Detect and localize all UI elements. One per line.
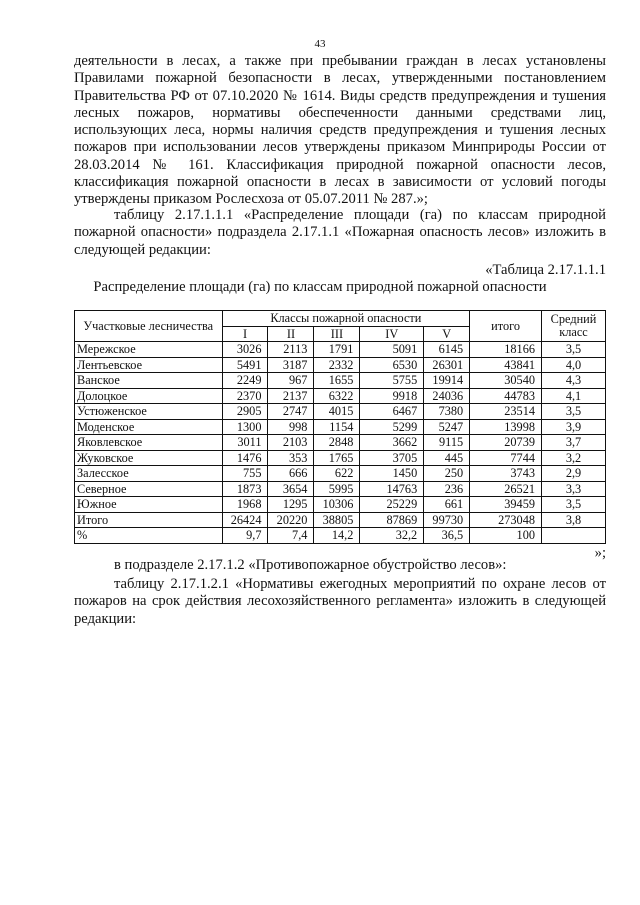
header-class-3: III bbox=[314, 326, 360, 342]
class-1-cell: 2370 bbox=[222, 388, 268, 404]
header-total: итого bbox=[470, 311, 542, 342]
average-class-cell: 4,3 bbox=[542, 373, 606, 389]
class-4-cell: 5091 bbox=[360, 342, 424, 358]
class-3-cell: 622 bbox=[314, 466, 360, 482]
class-3-cell: 38805 bbox=[314, 512, 360, 528]
average-class-cell: 3,9 bbox=[542, 419, 606, 435]
average-class-cell: 3,7 bbox=[542, 435, 606, 451]
class-4-cell: 6530 bbox=[360, 357, 424, 373]
class-5-cell: 5247 bbox=[424, 419, 470, 435]
class-5-cell: 236 bbox=[424, 481, 470, 497]
header-class-5: V bbox=[424, 326, 470, 342]
total-cell: 273048 bbox=[470, 512, 542, 528]
header-average-class: Средний класс bbox=[542, 311, 606, 342]
class-2-cell: 20220 bbox=[268, 512, 314, 528]
class-1-cell: 2905 bbox=[222, 404, 268, 420]
class-1-cell: 1300 bbox=[222, 419, 268, 435]
class-2-cell: 967 bbox=[268, 373, 314, 389]
class-1-cell: 2249 bbox=[222, 373, 268, 389]
table-row bbox=[75, 481, 606, 497]
class-5-cell: 250 bbox=[424, 466, 470, 482]
class-4-cell: 25229 bbox=[360, 497, 424, 513]
class-5-cell: 661 bbox=[424, 497, 470, 513]
class-4-cell: 6467 bbox=[360, 404, 424, 420]
forestry-name-cell: Лентьевское bbox=[75, 357, 223, 373]
class-3-cell: 1154 bbox=[314, 419, 360, 435]
forestry-name-cell: Северное bbox=[75, 481, 223, 497]
table-row bbox=[75, 466, 606, 482]
total-cell: 39459 bbox=[470, 497, 542, 513]
table-row bbox=[75, 388, 606, 404]
class-4-cell: 9918 bbox=[360, 388, 424, 404]
class-5-cell: 9115 bbox=[424, 435, 470, 451]
forestry-name-cell: Мережское bbox=[75, 342, 223, 358]
total-cell: 20739 bbox=[470, 435, 542, 451]
table-row bbox=[75, 450, 606, 466]
header-class-4: IV bbox=[360, 326, 424, 342]
forestry-name-cell: Итого bbox=[75, 512, 223, 528]
table-row bbox=[75, 528, 606, 544]
average-class-cell: 3,2 bbox=[542, 450, 606, 466]
class-2-cell: 353 bbox=[268, 450, 314, 466]
header-class-2: II bbox=[268, 326, 314, 342]
average-class-cell: 4,1 bbox=[542, 388, 606, 404]
table-row bbox=[75, 404, 606, 420]
class-2-cell: 666 bbox=[268, 466, 314, 482]
forestry-name-cell: Моденское bbox=[75, 419, 223, 435]
forestry-name-cell: Устюженское bbox=[75, 404, 223, 420]
class-5-cell: 26301 bbox=[424, 357, 470, 373]
class-2-cell: 7,4 bbox=[268, 528, 314, 544]
fire-hazard-table bbox=[74, 310, 606, 544]
paragraph-1: деятельности в лесах, а также при пребывании граждан в лесах установлены Правилами пожарной безопасности в лесах, утвержденными постановлением Правительства РФ от 07.10.2020 № 1614. Виды средств предупреждения и тушения лесных пожаров, нормативы обеспеченности данными средствами лиц, использующих леса, нормы наличия средств предупреждения и тушения лесных пожаров при использовании лесов утверждены приказом Минприроды России от 28.03.2014 № 161. Классификация природной пожарной опасности лесов, классификация пожарной опасности в лесах в зависимости от условий погоды утверждены приказом Рослесхоза от 05.07.2011 № 287.»; bbox=[74, 53, 606, 208]
class-3-cell: 14,2 bbox=[314, 528, 360, 544]
class-3-cell: 1765 bbox=[314, 450, 360, 466]
class-3-cell: 4015 bbox=[314, 404, 360, 420]
class-4-cell: 32,2 bbox=[360, 528, 424, 544]
table-row bbox=[75, 373, 606, 389]
paragraph-4: таблицу 2.17.1.2.1 «Нормативы ежегодных мероприятий по охране лесов от пожаров на срок действия лесохозяйственного регламента» изложить в следующей редакции: bbox=[74, 576, 606, 627]
class-4-cell: 87869 bbox=[360, 512, 424, 528]
average-class-cell: 3,8 bbox=[542, 512, 606, 528]
total-cell: 30540 bbox=[470, 373, 542, 389]
table-row bbox=[75, 419, 606, 435]
average-class-cell: 3,5 bbox=[542, 342, 606, 358]
class-3-cell: 2332 bbox=[314, 357, 360, 373]
paragraph-3: в подразделе 2.17.1.2 «Противопожарное обустройство лесов»: bbox=[114, 557, 507, 573]
class-3-cell: 1655 bbox=[314, 373, 360, 389]
class-5-cell: 99730 bbox=[424, 512, 470, 528]
class-2-cell: 998 bbox=[268, 419, 314, 435]
table-title: Распределение площади (га) по классам природной пожарной опасности bbox=[93, 279, 547, 295]
header-class-1: I bbox=[222, 326, 268, 342]
total-cell: 7744 bbox=[470, 450, 542, 466]
class-5-cell: 7380 bbox=[424, 404, 470, 420]
class-5-cell: 24036 bbox=[424, 388, 470, 404]
header-classes: Классы пожарной опасности bbox=[222, 311, 470, 327]
total-cell: 44783 bbox=[470, 388, 542, 404]
class-1-cell: 5491 bbox=[222, 357, 268, 373]
total-cell: 3743 bbox=[470, 466, 542, 482]
class-5-cell: 445 bbox=[424, 450, 470, 466]
class-3-cell: 2848 bbox=[314, 435, 360, 451]
average-class-cell: 3,5 bbox=[542, 404, 606, 420]
class-1-cell: 9,7 bbox=[222, 528, 268, 544]
total-cell: 26521 bbox=[470, 481, 542, 497]
class-3-cell: 1791 bbox=[314, 342, 360, 358]
class-1-cell: 3026 bbox=[222, 342, 268, 358]
class-4-cell: 14763 bbox=[360, 481, 424, 497]
total-cell: 100 bbox=[470, 528, 542, 544]
class-1-cell: 3011 bbox=[222, 435, 268, 451]
total-cell: 43841 bbox=[470, 357, 542, 373]
forestry-name-cell: Долоцкое bbox=[75, 388, 223, 404]
total-cell: 13998 bbox=[470, 419, 542, 435]
class-2-cell: 2137 bbox=[268, 388, 314, 404]
average-class-cell: 4,0 bbox=[542, 357, 606, 373]
class-1-cell: 1873 bbox=[222, 481, 268, 497]
forestry-name-cell: Жуковское bbox=[75, 450, 223, 466]
table-row bbox=[75, 342, 606, 358]
class-3-cell: 6322 bbox=[314, 388, 360, 404]
total-cell: 18166 bbox=[470, 342, 542, 358]
forestry-name-cell: Залесское bbox=[75, 466, 223, 482]
class-1-cell: 755 bbox=[222, 466, 268, 482]
average-class-cell bbox=[542, 528, 606, 544]
average-class-cell: 3,3 bbox=[542, 481, 606, 497]
class-4-cell: 5755 bbox=[360, 373, 424, 389]
class-5-cell: 19914 bbox=[424, 373, 470, 389]
average-class-cell: 3,5 bbox=[542, 497, 606, 513]
class-1-cell: 1968 bbox=[222, 497, 268, 513]
table-row bbox=[75, 435, 606, 451]
paragraph-2: таблицу 2.17.1.1.1 «Распределение площади (га) по классам природной пожарной опасности» подраздела 2.17.1.1 «Пожарная опасность лесов» изложить в следующей редакции: bbox=[74, 207, 606, 258]
class-1-cell: 1476 bbox=[222, 450, 268, 466]
class-4-cell: 3662 bbox=[360, 435, 424, 451]
class-2-cell: 3187 bbox=[268, 357, 314, 373]
table-reference: «Таблица 2.17.1.1.1 bbox=[485, 262, 606, 278]
table-row bbox=[75, 357, 606, 373]
header-forestry: Участковые лесничества bbox=[75, 311, 223, 342]
total-cell: 23514 bbox=[470, 404, 542, 420]
table-row bbox=[75, 497, 606, 513]
forestry-name-cell: % bbox=[75, 528, 223, 544]
class-2-cell: 2113 bbox=[268, 342, 314, 358]
table-row bbox=[75, 512, 606, 528]
forestry-name-cell: Ванское bbox=[75, 373, 223, 389]
class-3-cell: 5995 bbox=[314, 481, 360, 497]
class-4-cell: 1450 bbox=[360, 466, 424, 482]
class-2-cell: 2747 bbox=[268, 404, 314, 420]
average-class-cell: 2,9 bbox=[542, 466, 606, 482]
class-2-cell: 1295 bbox=[268, 497, 314, 513]
closing-mark: »; bbox=[594, 545, 606, 561]
class-3-cell: 10306 bbox=[314, 497, 360, 513]
class-2-cell: 2103 bbox=[268, 435, 314, 451]
class-4-cell: 5299 bbox=[360, 419, 424, 435]
class-1-cell: 26424 bbox=[222, 512, 268, 528]
class-4-cell: 3705 bbox=[360, 450, 424, 466]
class-5-cell: 36,5 bbox=[424, 528, 470, 544]
class-2-cell: 3654 bbox=[268, 481, 314, 497]
forestry-name-cell: Южное bbox=[75, 497, 223, 513]
forestry-name-cell: Яковлевское bbox=[75, 435, 223, 451]
page-number: 43 bbox=[314, 38, 326, 50]
class-5-cell: 6145 bbox=[424, 342, 470, 358]
